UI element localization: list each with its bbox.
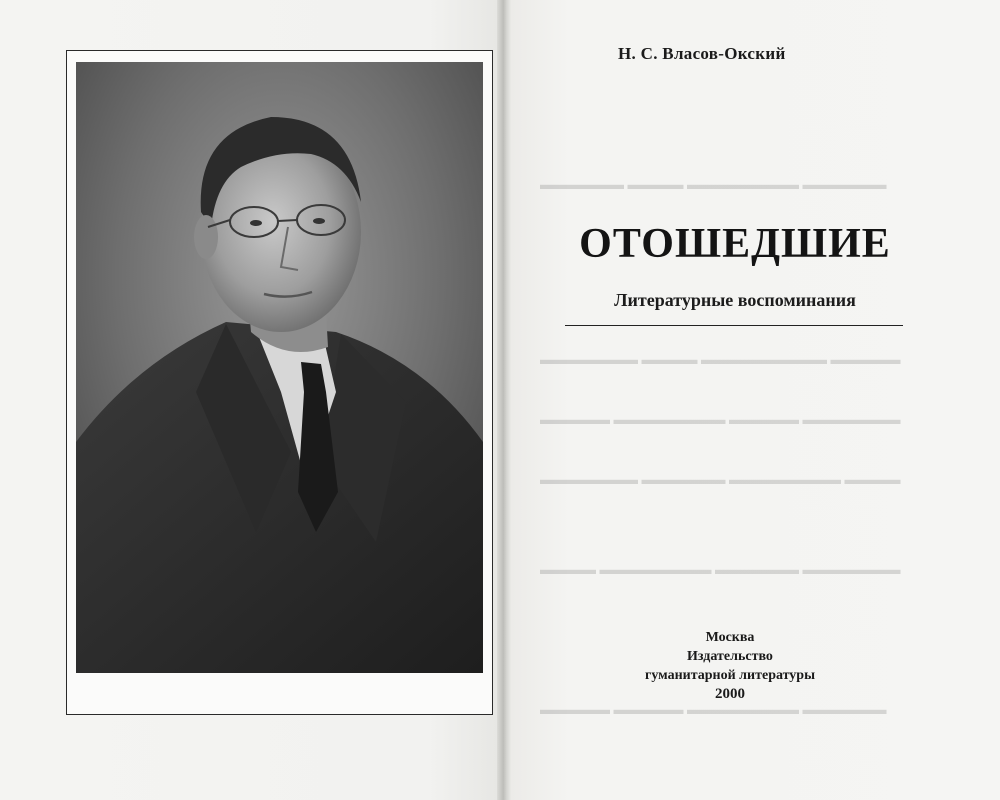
book-title: ОТОШЕДШИЕ — [579, 221, 891, 267]
book-author: Н. С. Власов-Окский — [618, 44, 786, 63]
portrait-photo — [76, 62, 483, 673]
imprint-year: 2000 — [715, 686, 745, 702]
show-through-texture: ▬▬▬▬ ▬▬▬▬▬▬▬▬ ▬▬▬▬▬▬ ▬▬▬▬▬▬▬ — [540, 473, 901, 488]
show-through-texture: ▬▬▬▬▬▬▬ ▬▬▬▬▬▬ ▬▬▬▬▬▬▬▬ ▬▬▬▬ — [540, 563, 901, 578]
show-through-texture: ▬▬▬▬▬▬ ▬▬▬▬▬▬▬▬ ▬▬▬▬ ▬▬▬▬▬▬ — [540, 178, 887, 193]
portrait-photo-icon — [76, 62, 483, 673]
publisher-imprint — [600, 628, 860, 704]
show-through-texture: ▬▬▬▬▬▬ ▬▬▬▬▬▬▬▬ ▬▬▬▬▬ ▬▬▬▬▬ — [540, 703, 887, 718]
book-subtitle: Литературные воспоминания — [614, 290, 856, 310]
title-divider — [565, 325, 903, 326]
imprint-publisher-line1: Издательство — [687, 649, 773, 664]
show-through-texture: ▬▬▬▬▬▬▬ ▬▬▬▬▬ ▬▬▬▬▬▬▬▬ ▬▬▬▬▬ — [540, 413, 901, 428]
show-through-texture: ▬▬▬▬▬ ▬▬▬▬▬▬▬▬▬ ▬▬▬▬ ▬▬▬▬▬▬▬ — [540, 353, 901, 368]
imprint-city: Москва — [705, 630, 755, 645]
book-gutter — [497, 0, 511, 800]
imprint-publisher-line2: гуманитарной литературы — [644, 668, 816, 683]
